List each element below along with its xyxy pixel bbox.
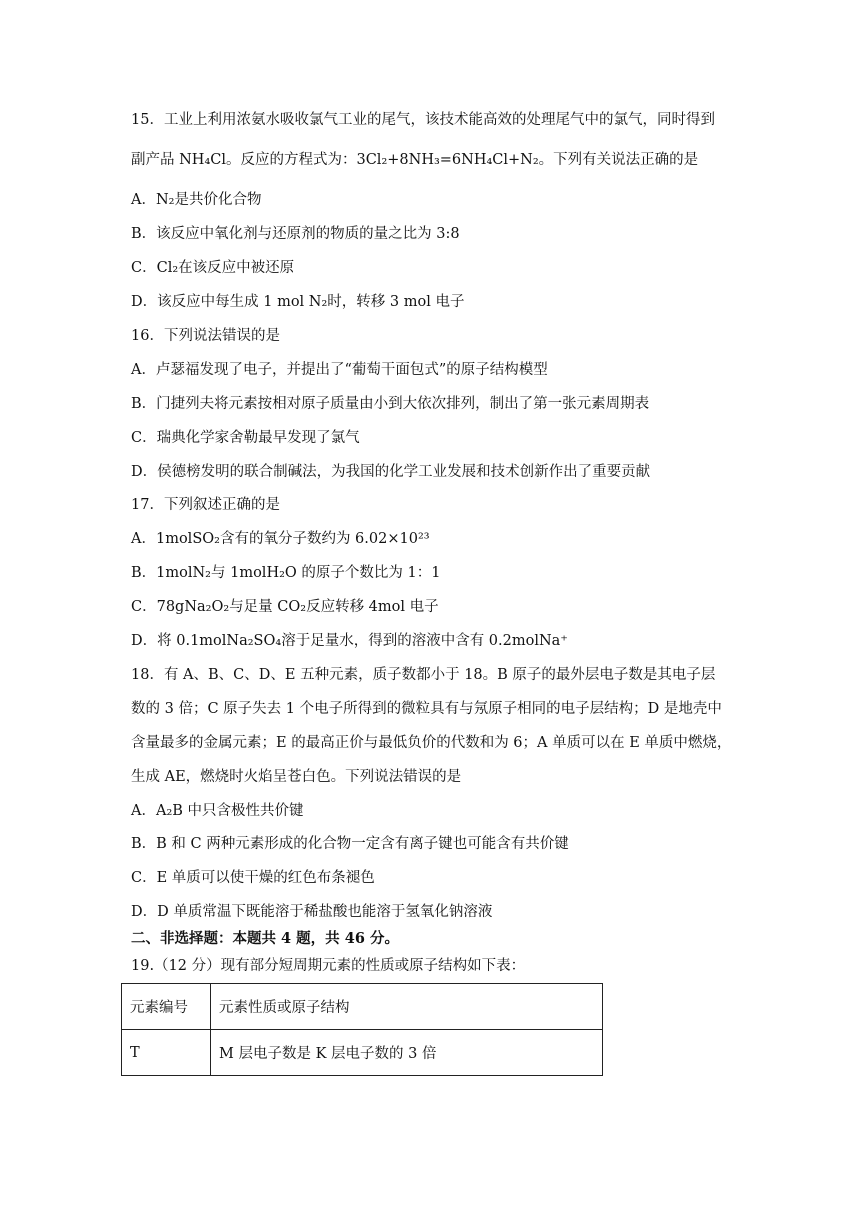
table-header-cell: 元素编号 — [122, 984, 211, 1030]
element-property-table — [121, 983, 603, 1076]
q19-stem: 19.（12 分）现有部分短周期元素的性质或原子结构如下表： — [131, 958, 526, 974]
q15-stem-line1: 15．工业上利用浓氨水吸收氯气工业的尾气，该技术能高效的处理尾气中的氯气，同时得到 — [131, 112, 715, 128]
section-heading: 二、非选择题：本题共 4 题，共 46 分。 — [131, 930, 399, 947]
q15-option-a: A．N₂是共价化合物 — [131, 192, 262, 208]
table-row — [122, 1030, 603, 1076]
table-header-row — [122, 984, 603, 1030]
q17-option-c: C．78gNa₂O₂与足量 CO₂反应转移 4mol 电子 — [131, 599, 439, 615]
q15-option-d: D．该反应中每生成 1 mol N₂时，转移 3 mol 电子 — [131, 294, 465, 310]
q18-stem-line1: 18．有 A、B、C、D、E 五种元素，质子数都小于 18。B 原子的最外层电子数是其电子层 — [131, 667, 716, 683]
table-cell: M 层电子数是 K 层电子数的 3 倍 — [211, 1030, 603, 1076]
q18-stem-line3: 含量最多的金属元素；E 的最高正价与最低负价的代数和为 6；A 单质可以在 E 单质中燃烧， — [131, 735, 732, 751]
q16-option-d: D．侯德榜发明的联合制碱法，为我国的化学工业发展和技术创新作出了重要贡献 — [131, 464, 651, 480]
q17-option-a: A．1molSO₂含有的氧分子数约为 6.02×10²³ — [131, 531, 430, 547]
q18-stem-line4: 生成 AE，燃烧时火焰呈苍白色。下列说法错误的是 — [131, 769, 462, 785]
q15-option-b: B．该反应中氧化剂与还原剂的物质的量之比为 3:8 — [131, 226, 460, 242]
q16-option-b: B．门捷列夫将元素按相对原子质量由小到大依次排列，制出了第一张元素周期表 — [131, 396, 650, 412]
table-header-cell: 元素性质或原子结构 — [211, 984, 603, 1030]
q18-option-a: A．A₂B 中只含极性共价键 — [131, 803, 304, 819]
q15-option-c: C．Cl₂在该反应中被还原 — [131, 260, 295, 276]
q16-option-c: C．瑞典化学家舍勒最早发现了氯气 — [131, 430, 360, 446]
q16-option-a: A．卢瑟福发现了电子，并提出了“葡萄干面包式”的原子结构模型 — [131, 362, 548, 378]
table-cell: T — [122, 1030, 211, 1076]
q17-option-b: B．1molN₂与 1molH₂O 的原子个数比为 1：1 — [131, 565, 441, 581]
q18-stem-line2: 数的 3 倍；C 原子失去 1 个电子所得到的微粒具有与氖原子相同的电子层结构；D 是地壳中 — [131, 701, 722, 717]
q17-option-d: D．将 0.1molNa₂SO₄溶于足量水，得到的溶液中含有 0.2molNa⁺ — [131, 633, 568, 649]
q17-stem: 17．下列叙述正确的是 — [131, 497, 280, 513]
q15-stem-line2: 副产品 NH₄Cl。反应的方程式为：3Cl₂+8NH₃=6NH₄Cl+N₂。下列有关说法正确的是 — [131, 152, 699, 168]
q18-option-d: D．D 单质常温下既能溶于稀盐酸也能溶于氢氧化钠溶液 — [131, 904, 493, 920]
q18-option-c: C．E 单质可以使干燥的红色布条褪色 — [131, 870, 375, 886]
q18-option-b: B．B 和 C 两种元素形成的化合物一定含有离子键也可能含有共价键 — [131, 836, 569, 852]
q16-stem: 16．下列说法错误的是 — [131, 328, 280, 344]
